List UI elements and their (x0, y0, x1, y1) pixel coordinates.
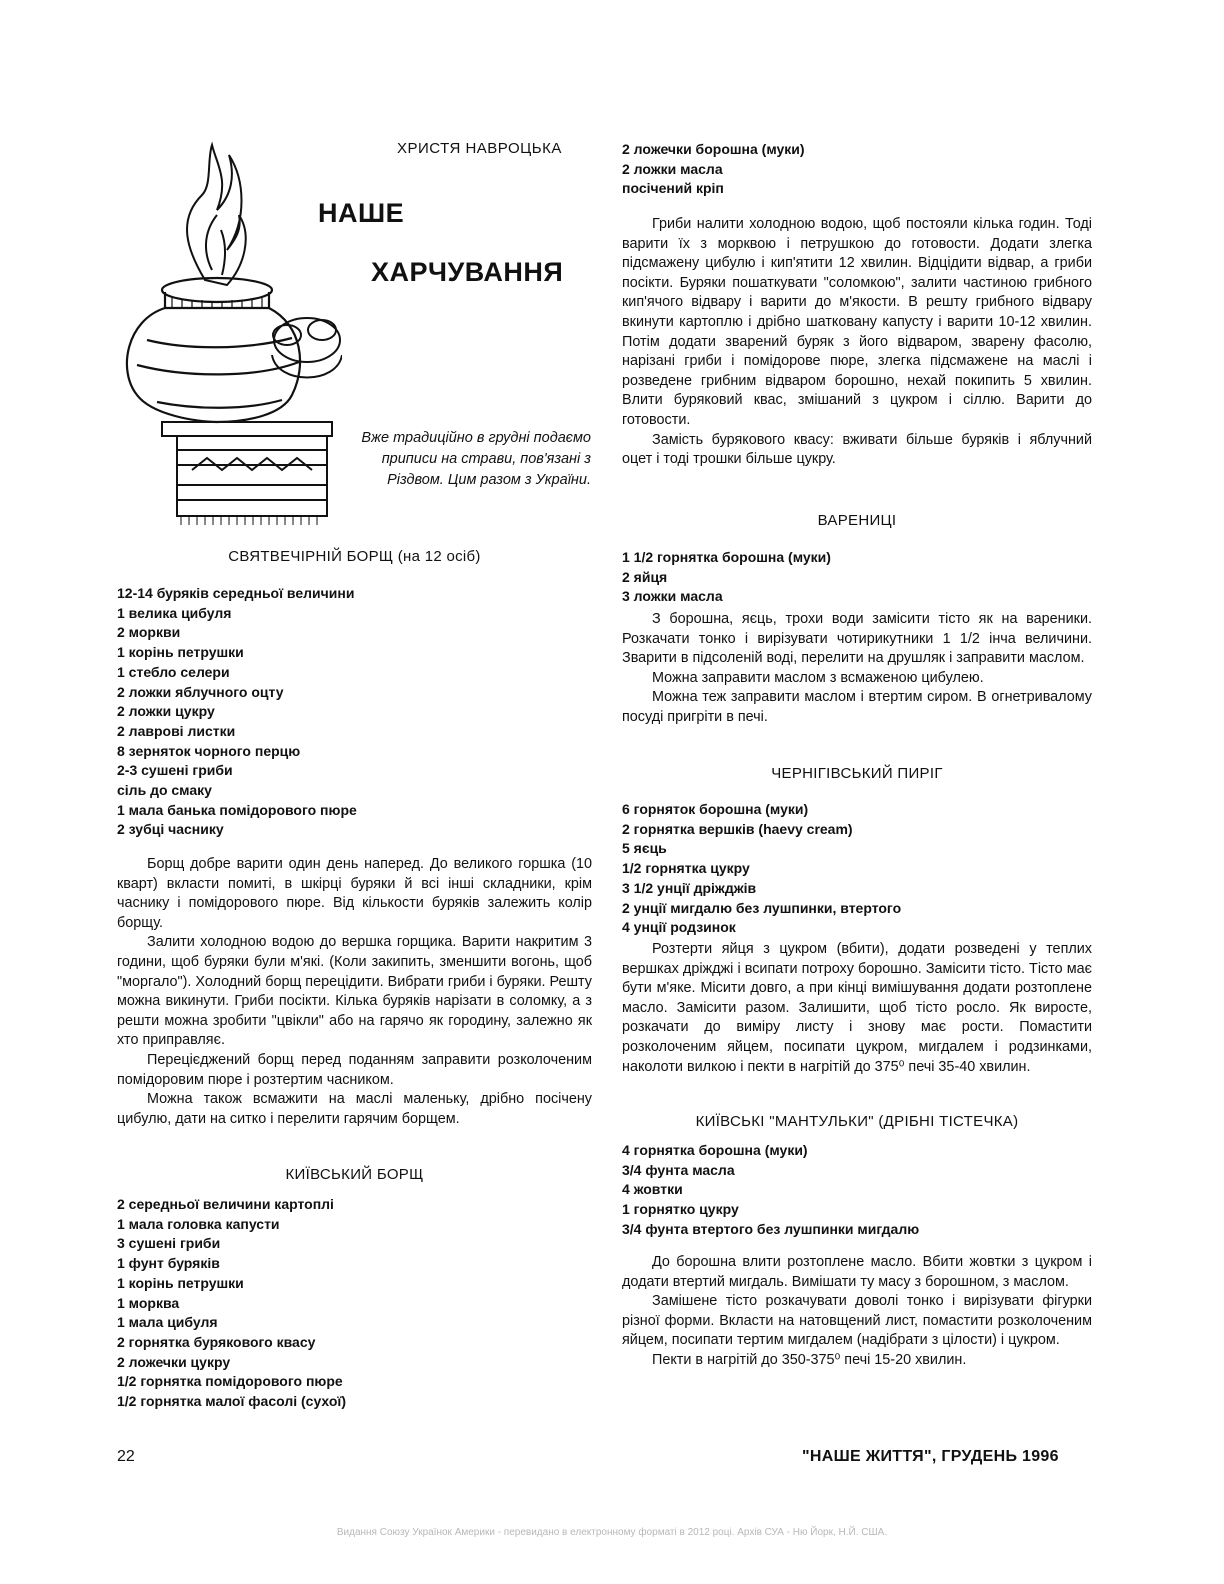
ingredient-item: 2 унції мигдалю без лушпинки, втертого (622, 899, 902, 916)
instructions-kyivskyi (622, 215, 1092, 470)
ingredient-item: 1 мала головка капусти (117, 1215, 280, 1232)
ingredient-item: 1/2 горнятка цукру (622, 860, 750, 877)
instructions-svyatvechirniy (117, 855, 592, 1129)
ingredient-item: 1/2 горнятка помідорового пюре (117, 1373, 343, 1390)
ingredient-item: 3 сушені гриби (117, 1235, 221, 1252)
ingredient-item: 2-3 сушені гриби (117, 762, 233, 779)
ingredient-item: 1 корінь петрушки (117, 644, 244, 661)
ingredient-item: 1 морква (117, 1294, 180, 1311)
ingredient-item: 1 фунт буряків (117, 1255, 220, 1272)
ingredients-svyatvechirniy (117, 584, 357, 840)
ingredient-item: 1/2 горнятка малої фасолі (сухої) (117, 1393, 347, 1410)
section-title-varenytsi: ВАРЕНИЦІ (817, 512, 897, 529)
ingredient-item: 2 лаврові листки (117, 722, 236, 739)
ingredients-kyivskyi-continued (622, 140, 805, 199)
ingredient-item: 1 1/2 горнятка борошна (муки) (622, 549, 831, 565)
instructions-varenytsi (622, 610, 1092, 728)
ingredient-item: 3 1/2 унції дріжджів (622, 879, 757, 896)
ingredient-item: 4 жовтки (622, 1181, 683, 1198)
ingredient-item: 2 яйця (622, 568, 668, 585)
ingredient-item: 12-14 буряків середньої величини (117, 585, 355, 601)
ingredient-item: 3/4 фунта масла (622, 1161, 735, 1178)
paragraph: Можна також всмажити на маслі маленьку, дрібно посічену цибулю, дати на ситко і перелити гарячим борщем. (117, 1091, 592, 1127)
ingredient-item: 1 горнятко цукру (622, 1201, 739, 1218)
ingredient-item: 2 ложки яблучного оцту (117, 683, 284, 700)
instructions-chernihivskyi (622, 940, 1092, 1077)
ingredient-item: 1 корінь петрушки (117, 1274, 244, 1291)
ingredient-item: 2 зубці часнику (117, 821, 224, 838)
ingredient-item: 1 мала банька помідорового пюре (117, 801, 357, 818)
section-title-svyatvechirniy: СВЯТВЕЧІРНІЙ БОРЩ (на 12 осіб) (228, 548, 481, 565)
paragraph: Гриби налити холодною водою, щоб постояли кілька годин. Тоді варити їх з морквою і петрушкою до готовости. Додати злегка підсмажену цибулю і кип'ятити 12 хвилин. Відцідити відвар, а гриби посікти. Буряки пошаткувати "соломкою", залити частиною грибного кип'ячого відвару і варити до м'якости. В решту грибного відвару вкинути картоплю і дрібно шатковану капусту і варити 10-12 хвилин. Потім додати зварений буряк з його відваром, зварену фасолю, нарізані гриби і помідорове пюре, злегка підсмажене на маслі і розведене грибним відваром борошно, нехай покипить 5 хвилин. Влити буряковий квас, змішаний з цукром і сіллю. Варити до готовости. (622, 216, 1092, 428)
ingredient-item: 8 зерняток чорного перцю (117, 742, 301, 759)
ingredient-item: 2 ложечки борошна (муки) (622, 141, 805, 157)
paragraph: Замішене тісто розкачувати доволі тонко і вирізувати фігурки різної форми. Вкласти на натовщений лист, помастити розколоченим яйцем, посипати тертим мигдалем (надібрати з цілости) і цукром. (622, 1293, 1092, 1349)
ingredient-item: 1 мала цибуля (117, 1314, 218, 1331)
paragraph: З борошна, яєць, трохи води замісити тісто як на вареники. Розкачати тонко і вирізувати чотирикутники 1 1/2 інча величини. Зварити в підсоленій воді, перелити на друшляк і заправити маслом. (622, 611, 1092, 667)
ingredient-item: 2 горнятка вершків (haevy cream) (622, 820, 853, 837)
paragraph: Розтерти яйця з цукром (вбити), додати розведені у теплих вершках дріжджі і всипати потроху борошно. Замісити тісто. Тісто має бути м'яке. Місити довго, а при кінці вимішування додати розтоплене масло. Замісити разом. Залишити, щоб тісто росло. Як виросте, розкачати до виміру листу і знову має рости. Помастити розколоченим яйцем, посипати цукром, мигдалем і родзинками, наколоти вилкою і пекти в нагрітій до 375⁰ печі 35-40 хвилин. (622, 941, 1092, 1075)
ingredients-varenytsi (622, 548, 831, 607)
ingredient-item: 5 яєць (622, 840, 667, 857)
article-title-line1: НАШЕ (318, 198, 405, 228)
magazine-issue: "НАШЕ ЖИТТЯ", ГРУДЕНЬ 1996 (802, 1448, 1059, 1465)
ingredient-item: 4 горнятка борошна (муки) (622, 1142, 808, 1158)
ingredient-item: 2 ложки масла (622, 160, 723, 177)
section-title-chernihivskyi: ЧЕРНІГІВСЬКИЙ ПИРІГ (771, 765, 943, 782)
ingredient-item: 4 унції родзинок (622, 919, 736, 936)
paragraph: Пекти в нагрітій до 350-375⁰ печі 15-20 хвилин. (652, 1351, 967, 1368)
paragraph: Залити холодною водою до вершка горщика. Варити накритим 3 години, щоб буряки були м'які. (Коли закипить, зменшити вогонь, щоб "моргало"). Холодний борщ перецідити. Вибрати гриби і буряки. Решту можна викинути. Гриби посікти. Кілька буряків нарізати в соломку, а з решти можна зробити "цвікли" або на гарячо як городину, залежно як хто приправляє. (117, 934, 592, 1049)
ingredient-item: 3 ложки масла (622, 588, 723, 605)
ingredient-item: 2 середньої величини картоплі (117, 1196, 334, 1212)
ingredients-mantulky (622, 1141, 919, 1240)
ingredient-item: 2 моркви (117, 624, 181, 641)
article-title-line2: ХАРЧУВАННЯ (371, 257, 564, 287)
ingredient-item: 1 велика цибуля (117, 604, 232, 621)
section-title-kyivskyi: КИЇВСЬКИЙ БОРЩ (285, 1166, 424, 1183)
ingredients-kyivskyi (117, 1195, 346, 1412)
ingredient-item: посічений кріп (622, 180, 724, 197)
paragraph: Перецієджений борщ перед поданням заправити розколоченим помідоровим пюре і розтертим часником. (117, 1051, 592, 1088)
page-number: 22 (117, 1448, 135, 1465)
author-name: ХРИСТЯ НАВРОЦЬКА (397, 140, 562, 157)
ingredients-chernihivskyi (622, 800, 901, 938)
ingredient-item: 2 ложечки цукру (117, 1353, 231, 1370)
pot-with-fire-and-bread-icon (117, 140, 342, 525)
ingredient-item: 1 стебло селери (117, 663, 230, 680)
article-intro: Вже традиційно в грудні подаємо приписи на страви, пов'язані з Різдвом. Цим разом з України. (361, 430, 591, 488)
archive-credit: Видання Союзу Українок Америки - перевидано в електронному форматі в 2012 році. Архів СУА - Ню Йорк, Н.Й. США. (336, 1527, 888, 1538)
paragraph: Борщ добре варити один день наперед. До великого горшка (10 кварт) вкласти помиті, в шкірці буряки й всі інші складники, крім часнику і помідорового пюре. Від кількости буряків залежить колір борщу. (117, 856, 592, 931)
instructions-mantulky (622, 1253, 1092, 1371)
ingredient-item: 2 горнятка бурякового квасу (117, 1333, 316, 1350)
ingredient-item: 2 ложки цукру (117, 703, 215, 720)
paragraph: До борошна влити розтоплене масло. Вбити жовтки з цукром і додати втертий мигдаль. Вимішати ту масу з борошном, з маслом. (622, 1254, 1092, 1290)
paragraph: Можна теж заправити маслом і втертим сиром. В огнетривалому посуді пригріти в печі. (622, 689, 1092, 725)
section-title-mantulky: КИЇВСЬКІ "МАНТУЛЬКИ" (ДРІБНІ ТІСТЕЧКА) (695, 1113, 1019, 1130)
paragraph: Можна заправити маслом з всмаженою цибулею. (652, 669, 984, 686)
ingredient-item: сіль до смаку (117, 782, 212, 799)
ingredient-item: 6 горняток борошна (муки) (622, 801, 809, 817)
paragraph: Замість бурякового квасу: вживати більше буряків і яблучний оцет і тоді трошки більше цукру. (622, 431, 1092, 468)
ingredient-item: 3/4 фунта втертого без лушпинки мигдалю (622, 1220, 920, 1237)
